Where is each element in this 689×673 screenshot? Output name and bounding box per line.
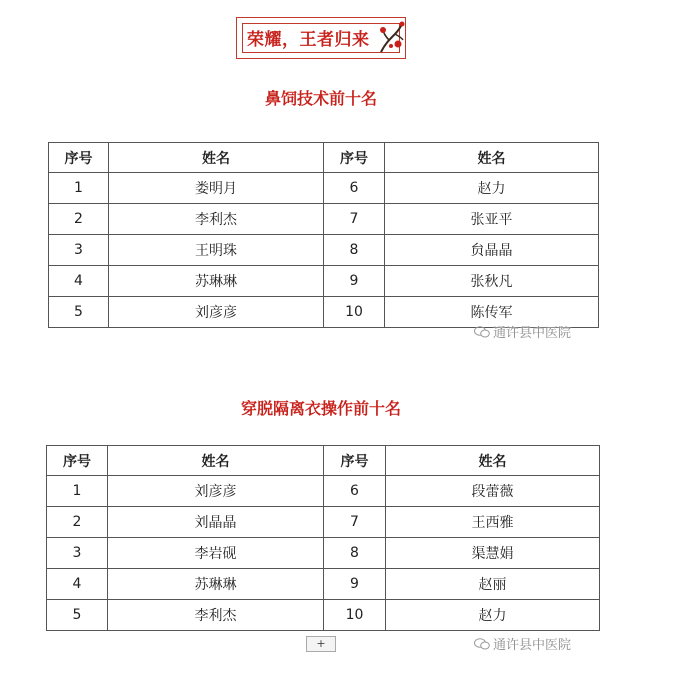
header-rank: 序号 bbox=[324, 446, 386, 476]
rank-cell: 6 bbox=[324, 173, 385, 204]
name-cell: 贠晶晶 bbox=[385, 235, 599, 266]
rank-cell: 7 bbox=[324, 204, 385, 235]
rank-cell: 1 bbox=[49, 173, 109, 204]
table-row bbox=[47, 600, 600, 631]
table-row bbox=[47, 476, 600, 507]
rank-cell: 3 bbox=[47, 538, 108, 569]
rank-cell: 4 bbox=[49, 266, 109, 297]
rank-cell: 4 bbox=[47, 569, 108, 600]
add-row-button[interactable]: + bbox=[306, 636, 336, 652]
table-header-row bbox=[47, 446, 600, 476]
name-cell: 李利杰 bbox=[109, 204, 324, 235]
rank-cell: 3 bbox=[49, 235, 109, 266]
name-cell: 赵丽 bbox=[386, 569, 600, 600]
header-name: 姓名 bbox=[108, 446, 324, 476]
table-header-row bbox=[49, 143, 599, 173]
rank-cell: 10 bbox=[324, 297, 385, 328]
rank-cell: 6 bbox=[324, 476, 386, 507]
name-cell: 张秋凡 bbox=[385, 266, 599, 297]
name-cell: 渠慧娟 bbox=[386, 538, 600, 569]
header-rank: 序号 bbox=[49, 143, 109, 173]
header-name: 姓名 bbox=[109, 143, 324, 173]
watermark bbox=[474, 322, 571, 341]
rank-cell: 10 bbox=[324, 600, 386, 631]
table-row bbox=[47, 569, 600, 600]
name-cell: 王明珠 bbox=[109, 235, 324, 266]
name-cell: 赵力 bbox=[385, 173, 599, 204]
rank-cell: 1 bbox=[47, 476, 108, 507]
header-rank: 序号 bbox=[324, 143, 385, 173]
rank-cell: 8 bbox=[324, 538, 386, 569]
title-banner bbox=[236, 17, 406, 59]
table-row bbox=[49, 173, 599, 204]
header-rank: 序号 bbox=[47, 446, 108, 476]
name-cell: 赵力 bbox=[386, 600, 600, 631]
rank-cell: 7 bbox=[324, 507, 386, 538]
header-name: 姓名 bbox=[386, 446, 600, 476]
table-row bbox=[47, 538, 600, 569]
section-title-nasal-feeding: 鼻饲技术前十名 bbox=[264, 89, 377, 108]
wechat-icon bbox=[474, 326, 490, 338]
plum-blossom-icon bbox=[375, 20, 405, 54]
wechat-icon bbox=[474, 638, 490, 650]
name-cell: 李利杰 bbox=[108, 600, 324, 631]
name-cell: 刘晶晶 bbox=[108, 507, 324, 538]
watermark-text: 通许县中医院 bbox=[493, 326, 572, 341]
rank-cell: 5 bbox=[47, 600, 108, 631]
rank-cell: 8 bbox=[324, 235, 385, 266]
rank-cell: 9 bbox=[324, 569, 386, 600]
name-cell: 李岩砚 bbox=[108, 538, 324, 569]
name-cell: 段蕾薇 bbox=[386, 476, 600, 507]
table-row bbox=[47, 507, 600, 538]
ranking-table-nasal-feeding bbox=[48, 142, 599, 328]
name-cell: 王西雅 bbox=[386, 507, 600, 538]
table-row bbox=[49, 266, 599, 297]
rank-cell: 9 bbox=[324, 266, 385, 297]
table-row bbox=[49, 235, 599, 266]
rank-cell: 5 bbox=[49, 297, 109, 328]
header-name: 姓名 bbox=[385, 143, 599, 173]
name-cell: 娄明月 bbox=[109, 173, 324, 204]
name-cell: 刘彦彦 bbox=[109, 297, 324, 328]
watermark bbox=[474, 634, 571, 653]
name-cell: 苏琳琳 bbox=[108, 569, 324, 600]
name-cell: 张亚平 bbox=[385, 204, 599, 235]
rank-cell: 2 bbox=[47, 507, 108, 538]
watermark-text: 通许县中医院 bbox=[493, 638, 572, 653]
table-row bbox=[49, 204, 599, 235]
name-cell: 陈传军 bbox=[385, 297, 599, 328]
rank-cell: 2 bbox=[49, 204, 109, 235]
name-cell: 苏琳琳 bbox=[109, 266, 324, 297]
name-cell: 刘彦彦 bbox=[108, 476, 324, 507]
banner-text: 荣耀，王者归来 bbox=[247, 30, 370, 50]
ranking-table-isolation-gown bbox=[46, 445, 600, 631]
section-title-isolation-gown: 穿脱隔离衣操作前十名 bbox=[240, 399, 401, 418]
